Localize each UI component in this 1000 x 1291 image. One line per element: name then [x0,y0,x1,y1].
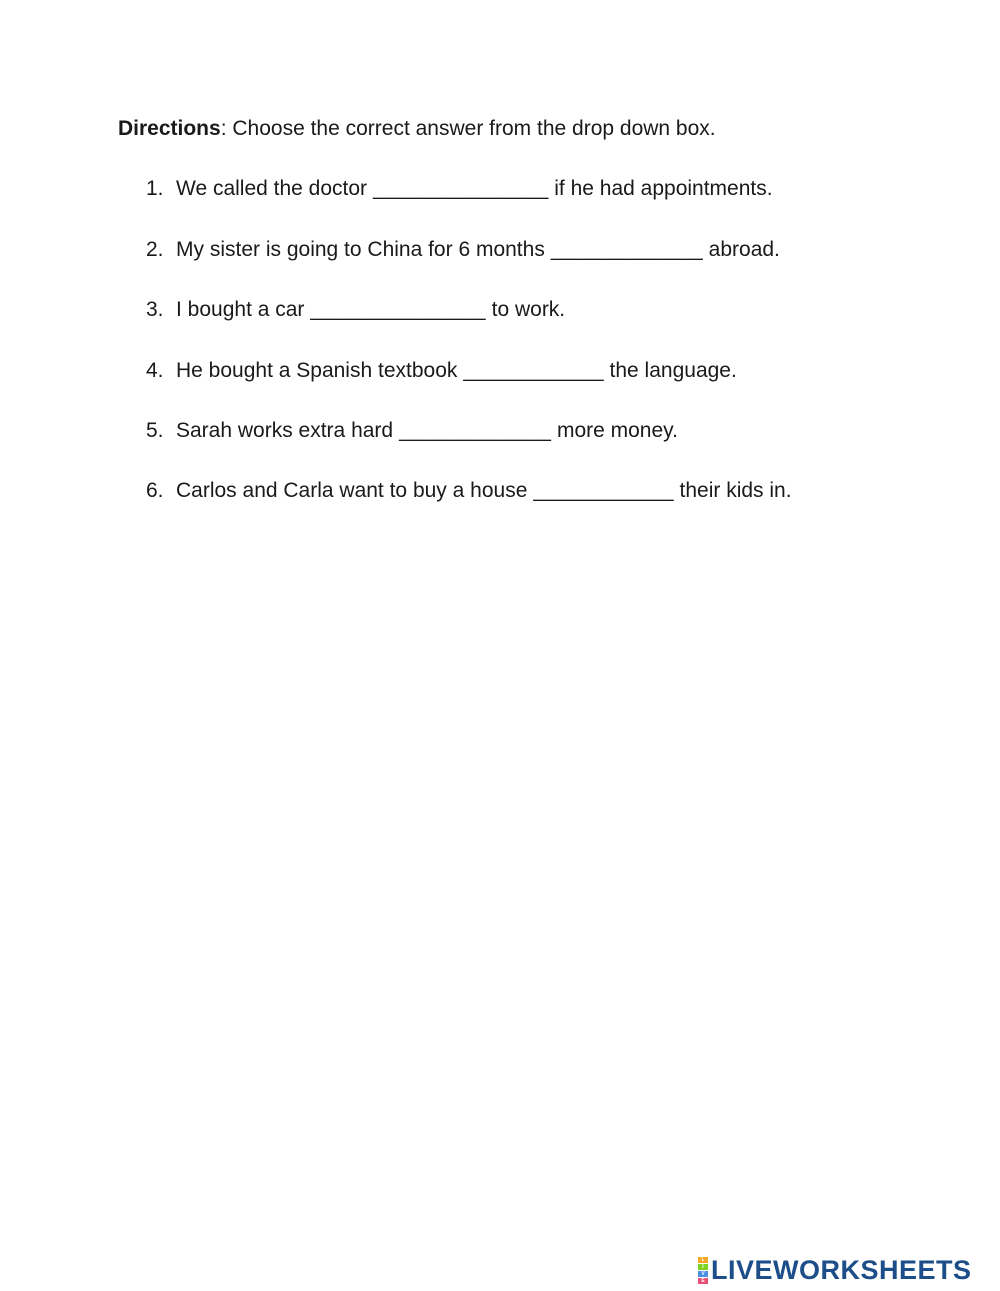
question-6 [146,479,792,503]
question-text-before: I bought a car [176,298,305,321]
answer-dropdown-5[interactable]: _____________ [399,419,551,442]
logo-text: LIVEWORKSHEETS [711,1254,972,1285]
question-text-before: We called the doctor [176,177,368,200]
answer-dropdown-4[interactable]: ____________ [463,359,604,382]
question-text-before: My sister is going to China for 6 months [176,238,545,261]
answer-dropdown-1[interactable]: _______________ [373,177,549,200]
directions-text: : Choose the correct answer from the drop down box. [220,117,716,140]
question-number: 1. [146,177,164,200]
question-text-after: more money. [556,419,678,442]
question-text-after: if he had appointments. [554,177,773,200]
question-text-after: abroad. [708,238,780,261]
logo-squares-icon [698,1257,708,1284]
logo-square-v: V [698,1271,708,1277]
logo-square-e: E [698,1278,708,1284]
question-2 [146,238,780,262]
directions-label: Directions [118,117,221,140]
logo-square-i: I [698,1264,708,1270]
question-number: 6. [146,479,164,502]
directions [118,117,716,141]
answer-dropdown-6[interactable]: ____________ [533,479,674,502]
liveworksheets-logo[interactable] [698,1253,972,1287]
question-number: 2. [146,238,164,261]
answer-dropdown-3[interactable]: _______________ [310,298,486,321]
question-number: 5. [146,419,164,442]
question-4 [146,359,737,383]
question-number: 4. [146,359,164,382]
question-text-before: He bought a Spanish textbook [176,359,458,382]
question-3 [146,298,565,322]
question-5 [146,419,678,443]
question-text-before: Carlos and Carla want to buy a house [176,479,528,502]
question-text-after: the language. [609,359,737,382]
answer-dropdown-2[interactable]: _____________ [550,238,703,261]
question-text-after: their kids in. [679,479,792,502]
question-1 [146,177,773,201]
question-text-before: Sarah works extra hard [176,419,394,442]
question-text-after: to work. [491,298,566,321]
question-number: 3. [146,298,164,321]
logo-square-l: L [698,1257,708,1263]
